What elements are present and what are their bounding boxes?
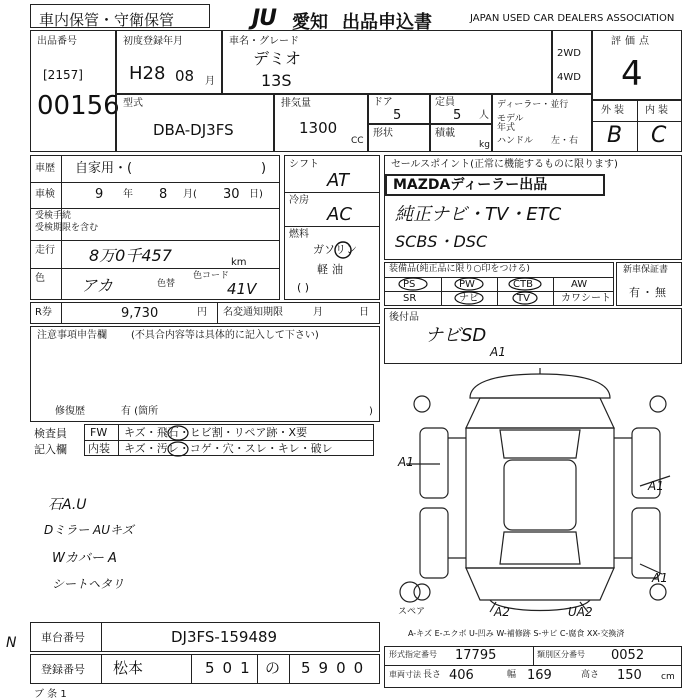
car-grade-value: 13S bbox=[261, 71, 292, 90]
r-tax-label: R券 bbox=[35, 307, 52, 318]
shaken-day-unit: 日) bbox=[249, 189, 263, 200]
inspector-fw-items: キズ・飛石・ヒビ割・リペア跡・X要 bbox=[124, 426, 308, 439]
repair-history-label: 修復歴 bbox=[55, 406, 85, 417]
chassis-value: DJ3FS-159489 bbox=[171, 628, 278, 646]
loading-box bbox=[430, 124, 492, 152]
shaken-day: 30 bbox=[223, 187, 240, 202]
door-value: 5 bbox=[393, 108, 402, 123]
fuel-label: 燃料 bbox=[289, 229, 309, 240]
mileage-unit: km bbox=[231, 257, 247, 268]
handnote-3: Wカバー A bbox=[52, 551, 117, 566]
fuel-other: ( ) bbox=[297, 281, 310, 294]
loading-label: 積載 bbox=[435, 128, 455, 139]
lot-bracket: [2157] bbox=[43, 68, 83, 82]
size-label: 車両寸法 bbox=[389, 670, 421, 679]
grade-point-value: 4 bbox=[621, 54, 643, 94]
dealer-year: 年式 bbox=[497, 123, 516, 133]
chassis-mark: N bbox=[6, 635, 17, 651]
shift-value: AT bbox=[327, 170, 349, 191]
lot-label: 出品番号 bbox=[37, 36, 77, 47]
notes-box bbox=[30, 326, 380, 422]
ju-logo-mark: JU bbox=[252, 6, 277, 31]
r-tax-value: 9,730 bbox=[121, 306, 159, 321]
handnote-1: 石A.U bbox=[48, 497, 87, 513]
spare-label: スペア bbox=[398, 607, 426, 617]
lot-box bbox=[30, 30, 120, 152]
chassis-label: 車台番号 bbox=[41, 631, 85, 644]
details-box bbox=[30, 155, 280, 300]
mileage-label: 走行 bbox=[35, 245, 55, 256]
capacity-label: 定員 bbox=[435, 97, 455, 108]
shape-label: 形状 bbox=[373, 128, 393, 139]
warranty-label: 新車保証書 bbox=[623, 265, 669, 275]
notes-label: 注意事項申告欄 bbox=[37, 330, 107, 341]
color-change-label: 色替 bbox=[157, 279, 176, 289]
notes-sub: (不具合内容等は具体的に記入して下さい) bbox=[131, 330, 319, 341]
lot-number: 00156 bbox=[37, 91, 120, 121]
interior-label: 内装 bbox=[645, 105, 671, 116]
engine-value: 1300 bbox=[299, 119, 338, 137]
form-title: 出品申込書 bbox=[342, 12, 432, 33]
storage-banner-text: 車内保管・守衛保管 bbox=[39, 11, 175, 29]
color-value: アカ bbox=[81, 276, 113, 295]
car-name-label: 車名・グレード bbox=[229, 36, 299, 47]
model-no-value: 17795 bbox=[455, 648, 497, 663]
handnote-2: Dミラー AUキズ bbox=[44, 523, 134, 537]
spec-column bbox=[284, 155, 380, 300]
loading-unit: kg bbox=[479, 140, 490, 150]
shape-box bbox=[368, 124, 430, 152]
category-value: 0052 bbox=[611, 648, 645, 663]
shaken-label: 車検 bbox=[35, 189, 55, 200]
drive-box bbox=[552, 30, 592, 94]
reception-label: 受検手続 bbox=[35, 211, 72, 221]
warranty-box bbox=[616, 262, 682, 306]
dealer-row1: ディーラー・並行 bbox=[497, 100, 569, 110]
registration-box bbox=[116, 30, 222, 94]
aftermarket-box bbox=[384, 308, 682, 364]
exterior-label: 外装 bbox=[601, 105, 627, 116]
shaken-month-unit: 月( bbox=[183, 189, 197, 200]
dims-unit: cm bbox=[661, 672, 675, 682]
shift-label: シフト bbox=[289, 159, 319, 170]
inspector-int: 内装 bbox=[88, 442, 110, 455]
equip-leather-seat: カワシート bbox=[561, 293, 611, 304]
plate-class: 501 bbox=[205, 659, 258, 677]
equip-ps: PS bbox=[403, 279, 416, 290]
shaken-year: 9 bbox=[95, 187, 104, 202]
model-box bbox=[116, 94, 274, 152]
dealer-handle: ハンドル bbox=[497, 136, 534, 146]
diagram-mark-rear-right: A1 bbox=[652, 571, 668, 585]
capacity-unit: 人 bbox=[479, 110, 489, 121]
sales-line3: SCBS・DSC bbox=[395, 232, 488, 251]
chassis-box bbox=[30, 622, 380, 652]
fuel-diesel: 軽油 bbox=[317, 263, 347, 276]
color-code-value: 41V bbox=[227, 280, 257, 298]
drive-4wd: 4WD bbox=[557, 72, 581, 83]
car-name-value: デミオ bbox=[253, 49, 302, 68]
capacity-box bbox=[430, 94, 492, 124]
repair-history-close: ) bbox=[369, 406, 373, 417]
plate-label: 登録番号 bbox=[41, 663, 85, 676]
history-value: 自家用・( bbox=[75, 161, 133, 176]
diagram-mark-left: A1 bbox=[398, 455, 414, 469]
equip-navi: ナビ bbox=[459, 293, 479, 304]
equip-tv: TV bbox=[517, 293, 530, 304]
drive-2wd: 2WD bbox=[557, 48, 581, 59]
shaken-year-unit: 年 bbox=[123, 189, 133, 200]
color-code-label: 色コード bbox=[193, 271, 230, 281]
plate-number: 5900 bbox=[301, 659, 372, 677]
plate-area: 松本 bbox=[113, 659, 144, 677]
name-change-label: 名変通知期限 bbox=[223, 307, 283, 318]
model-label: 型式 bbox=[123, 98, 143, 109]
width-value: 169 bbox=[527, 668, 552, 683]
shaken-month: 8 bbox=[159, 187, 168, 202]
diagram-mark-rear-center: UA2 bbox=[568, 605, 593, 619]
spare-tire-icon bbox=[398, 580, 422, 604]
category-label: 類別区分番号 bbox=[537, 650, 585, 659]
width-label: 幅 bbox=[507, 670, 517, 680]
length-label: 長さ bbox=[423, 670, 442, 680]
equip-ctb: CTB bbox=[513, 279, 533, 290]
grade-point-label: 評価点 bbox=[611, 36, 653, 47]
fuel-circle-mark bbox=[333, 240, 353, 260]
dealer-model: モデル bbox=[497, 114, 524, 124]
length-value: 406 bbox=[449, 668, 474, 683]
sales-line2: 純正ナビ・TV・ETC bbox=[395, 204, 562, 225]
registration-year: H28 bbox=[129, 63, 166, 84]
reception-sub: 受検期限を含む bbox=[35, 223, 99, 233]
registration-month: 08 bbox=[175, 67, 195, 85]
diagram-mark-right: A1 bbox=[648, 479, 664, 493]
height-value: 150 bbox=[617, 668, 642, 683]
exterior-grade: B bbox=[607, 123, 623, 148]
equip-aw: AW bbox=[571, 279, 588, 290]
storage-banner bbox=[30, 4, 210, 28]
equipment-circle-marks bbox=[385, 263, 613, 305]
color-label: 色 bbox=[35, 273, 45, 284]
mileage-value: 8万0千457 bbox=[89, 246, 172, 265]
inspector-fw: FW bbox=[90, 426, 108, 439]
name-change-month: 月 bbox=[313, 307, 323, 318]
org-name: 愛知 bbox=[292, 12, 328, 33]
plate-kana: の bbox=[265, 659, 281, 677]
sales-point-label: セールスポイント(正常に機能するものに限ります) bbox=[391, 159, 618, 170]
model-no-label: 形式指定番号 bbox=[389, 650, 437, 659]
grade-point-box bbox=[592, 30, 682, 100]
equip-sr: SR bbox=[403, 293, 417, 304]
engine-box bbox=[274, 94, 368, 152]
door-box bbox=[368, 94, 430, 124]
inspector-entry: 記入欄 bbox=[34, 443, 67, 456]
handnote-4: シートヘタリ bbox=[52, 577, 125, 591]
ju-logo bbox=[252, 6, 276, 31]
r-tax-box bbox=[30, 302, 380, 324]
inspector-int-items: キズ・汚レ・コゲ・穴・スレ・キレ・破レ bbox=[124, 442, 333, 455]
association-name: JAPAN USED CAR DEALERS ASSOCIATION bbox=[470, 13, 675, 24]
inspector-box bbox=[30, 424, 380, 458]
ext-int-box bbox=[592, 100, 682, 152]
aftermarket-value: ナビSD bbox=[425, 325, 487, 346]
equipment-label: 装備品(純正品に限り○印をつける) bbox=[389, 264, 530, 274]
engine-label: 排気量 bbox=[281, 98, 311, 109]
footer-cut: ブ 条 1 bbox=[34, 689, 67, 700]
name-change-day: 日 bbox=[359, 307, 369, 318]
damage-legend: A-キズ E-エクボ U-凹み W-補修跡 S-サビ C-腐食 XX-交換済 bbox=[408, 629, 625, 638]
interior-grade: C bbox=[651, 123, 667, 148]
plate-box bbox=[30, 654, 380, 684]
r-tax-unit: 円 bbox=[197, 307, 207, 318]
capacity-value: 5 bbox=[453, 108, 462, 123]
dims-box bbox=[384, 646, 682, 688]
car-name-box bbox=[222, 30, 552, 94]
sales-line1: MAZDAディーラー出品 bbox=[393, 177, 548, 193]
aftermarket-label: 後付品 bbox=[389, 312, 419, 323]
aircon-value: AC bbox=[327, 204, 352, 225]
diagram-mark-front: A1 bbox=[490, 345, 506, 359]
car-body-diagram bbox=[400, 368, 680, 618]
registration-label: 初度登録年月 bbox=[123, 36, 183, 47]
aircon-label: 冷房 bbox=[289, 195, 309, 206]
equip-pw: PW bbox=[459, 279, 475, 290]
dealer-box bbox=[492, 94, 592, 152]
height-label: 高さ bbox=[581, 670, 600, 680]
history-label: 車歴 bbox=[35, 163, 55, 174]
dealer-handle-value: 左・右 bbox=[551, 136, 579, 146]
history-close: ) bbox=[261, 161, 267, 176]
fuel-gasoline: ガソリン bbox=[313, 243, 357, 256]
sales-point-box bbox=[384, 155, 682, 260]
registration-month-unit: 月 bbox=[205, 76, 215, 87]
engine-unit: CC bbox=[351, 136, 364, 146]
door-label: ドア bbox=[373, 97, 393, 108]
warranty-value: 有・無 bbox=[629, 286, 668, 299]
model-value: DBA-DJ3FS bbox=[153, 121, 234, 139]
inspector-label: 検査員 bbox=[34, 427, 67, 440]
inspector-circle-marks bbox=[30, 424, 380, 458]
diagram-mark-rear-left: A2 bbox=[494, 605, 510, 619]
equipment-box bbox=[384, 262, 614, 306]
repair-history-value: 有 (箇所 bbox=[121, 406, 159, 417]
